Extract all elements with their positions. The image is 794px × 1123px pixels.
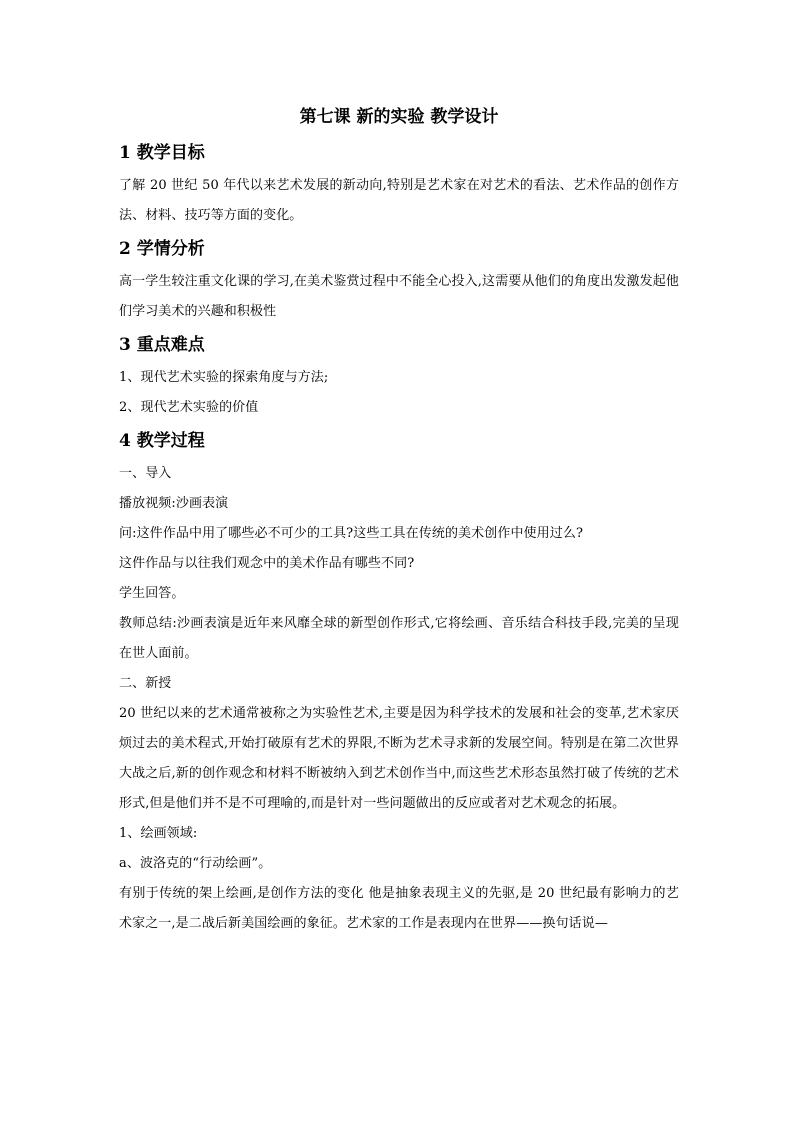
paragraph: 二、新授: [119, 676, 172, 691]
paragraph: 20 世纪以来的艺术通常被称之为实验性艺术,主要是因为科学技术的发展和社会的变革,艺术家厌烦过去的美术程式,开始打破原有艺术的界限,不断为艺术寻求新的发展空间。特别是在第二次世界大战之后,新的创作观念和材料不断被纳入到艺术创作当中,而这些艺术形态虽然打破了传统的艺术形式,但是他们并不是不可理喻的,而是针对一些问题做出的反应或者对艺术观念的拓展。: [119, 706, 679, 811]
section-teaching-process: [119, 423, 679, 939]
section-key-difficulties: [119, 327, 679, 423]
paragraph: 一、导入: [119, 466, 172, 481]
paragraph: 高一学生较注重文化课的学习,在美术鉴赏过程中不能全心投入,这需要从他们的角度出发激发起他们学习美术的兴趣和积极性: [119, 274, 679, 319]
paragraph: 2、现代艺术实验的价值: [119, 400, 259, 415]
section-heading: 2 学情分析: [119, 239, 205, 259]
paragraph: 播放视频:沙画表演: [119, 496, 229, 511]
section-learner-analysis: [119, 231, 679, 327]
paragraph: 有别于传统的架上绘画,是创作方法的变化 他是抽象表现主义的先驱,是 20 世纪最有影响力的艺术家之一,是二战后新美国绘画的象征。艺术家的工作是表现内在世界——换句话说—: [119, 886, 679, 931]
document-title: 第七课 新的实验 教学设计: [299, 107, 499, 127]
paragraph: 学生回答。: [119, 586, 185, 601]
paragraph: 1、绘画领域:: [119, 826, 198, 841]
document-body: [119, 103, 679, 939]
section-teaching-objectives: [119, 135, 679, 231]
paragraph: 了解 20 世纪 50 年代以来艺术发展的新动向,特别是艺术家在对艺术的看法、艺术作品的创作方法、材料、技巧等方面的变化。: [119, 178, 679, 223]
section-heading: 4 教学过程: [119, 431, 205, 451]
section-heading: 3 重点难点: [119, 335, 205, 355]
paragraph: 1、现代艺术实验的探索角度与方法;: [119, 370, 329, 385]
paragraph: 问:这件作品中用了哪些必不可少的工具?这些工具在传统的美术创作中使用过么?: [119, 526, 584, 541]
paragraph: a、波洛克的“行动绘画”。: [119, 856, 272, 871]
paragraph: 教师总结:沙画表演是近年来风靡全球的新型创作形式,它将绘画、音乐结合科技手段,完美的呈现在世人面前。: [119, 616, 679, 661]
section-heading: 1 教学目标: [119, 143, 205, 163]
paragraph: 这件作品与以往我们观念中的美术作品有哪些不同?: [119, 556, 415, 571]
